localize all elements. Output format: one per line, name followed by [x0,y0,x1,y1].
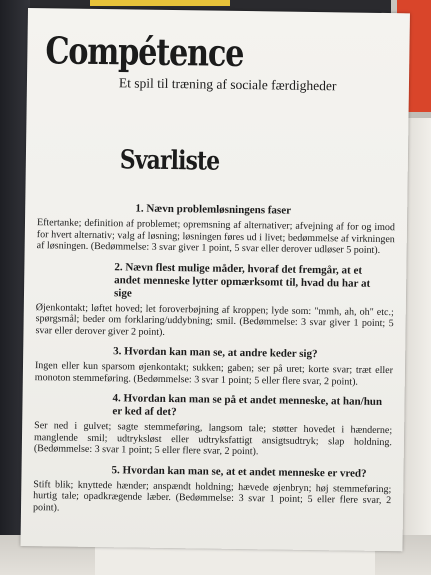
question-item [35,260,394,341]
booklet-page [20,8,409,551]
question-heading: 4. Hvordan kan man se på et andet menneske, at han/hun er ked af det? [112,392,383,419]
question-item [33,463,392,518]
question-heading: 5. Hvordan kan man se, at et andet menneske er vred? [111,463,367,480]
question-item [35,344,394,388]
question-answer: Ser ned i gulvet; sagte stemmeføring, langsom tale; støtter hovedet i hænderne; manglende smil; udtryksløst eller udtryksfattigt ansigtsudtryk; slap holdning. (Bedømmelse: 3 svar 1 point; 5 eller flere svar, 2 point). [33,420,393,458]
brand-title: Compétence [45,28,244,76]
background-yellow-edge [90,0,230,6]
question-answer: Eftertanke; definition af problemet; opremsning af alternativer; afvejning af for og imod for hvert alternativ; valg af løsning; løsningen føres ud i livet; bedømmelse af virkningen af løsningen. (Bedømmelse: 3 svar giver 1 point, 5 svar eller derover udløser 5 point). [36,217,396,256]
question-item [34,391,393,459]
question-answer: Ingen eller kun sparsom øjenkontakt; sukken; gaben; ser på uret; korte svar; træt eller monoton stemmeføring. (Bedømmelse: 3 svar 1 point; 5 eller flere svar, 2 point). [34,360,394,388]
question-heading: 2. Nævn flest mulige måder, hvoraf det fremgår, at et andet menneske lytter opmærksomt til, hvad du har at sige [113,260,371,299]
question-heading: 1. Nævn problemløsningens faser [135,202,292,217]
answer-list-title: Svarliste [119,145,220,177]
question-answer: Stift blik; knyttede hænder; anspændt holdning; hævede øjenbryn; høj stemmeføring; hurtig tale; opadkrægende læber. (Bedømmelse: 3 svar 1 point; 5 eller flere svar, 2 point). [32,478,392,513]
brand-subtitle: Et spil til træning af sociale færdigheder [118,75,337,94]
question-heading: 3. Hvordan kan man se, at andre keder sig? [113,345,318,361]
question-item [37,201,396,256]
answer-list [33,201,395,526]
question-answer: Øjenkontakt; løftet hoved; let foroverbøjning af kroppen; lyde som: "mmh, ah, oh" etc.; spørgsmål; beder om forklaring/uddybning; smil. (Bedømmelse: 3 svar giver 1 point; 5 svar eller derover giver 2 point). [35,301,394,338]
